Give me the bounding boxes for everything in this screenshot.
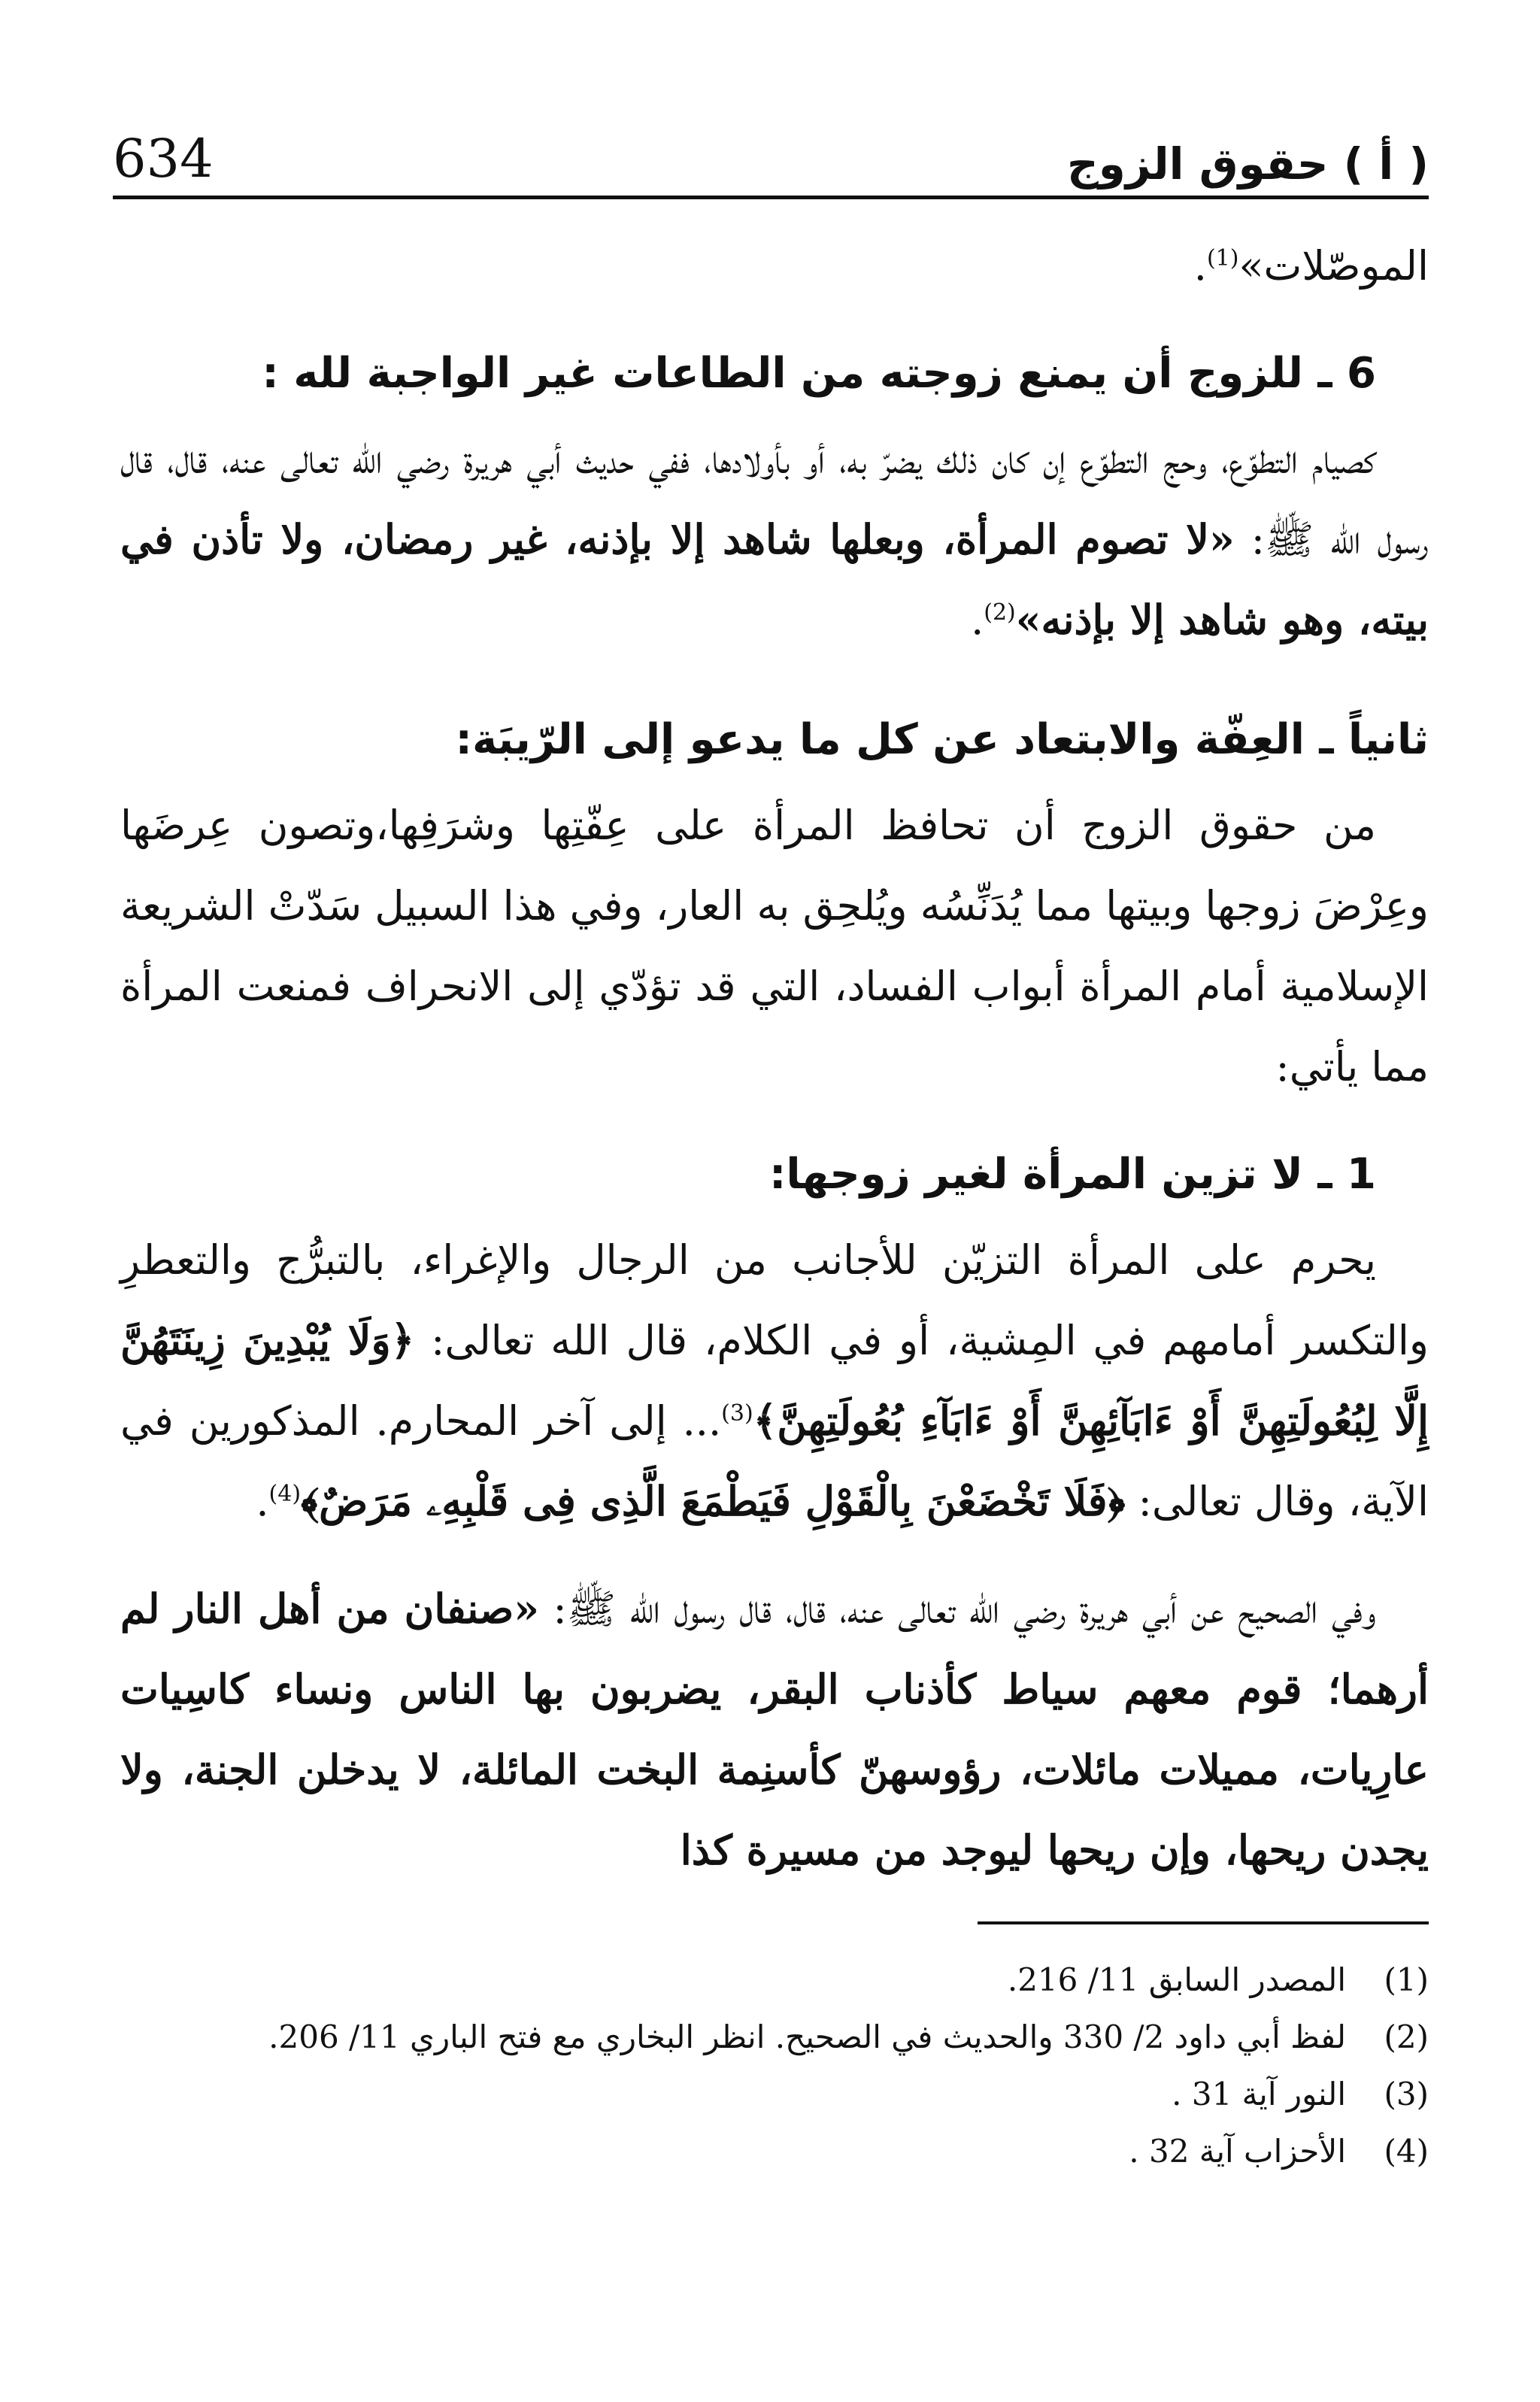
text-span: كصيام التطوّع، وحج التطوّع إن كان ذلك يضرّ به، أو بأولادها، ففي حديث أبي هريرة رضي الله تعالى عنه، قال، قال رسول الله ﷺ: bbox=[120, 435, 1429, 563]
text-span: يحرم على المرأة التزيّن للأجانب من الرجال والإغراء، بالتبرُّج والتعطرِ والتكسر أمامهم في المِشية، أو في الكلام، قال الله تعالى: bbox=[120, 1236, 1429, 1364]
text-span: وفي الصحيح عن أبي هريرة رضي الله تعالى عنه، قال، قال رسول الله ﷺ: bbox=[539, 1585, 1376, 1633]
text-span: ... إلى آخر المحارم. المذكورين في الآية، وقال تعالى: bbox=[120, 1397, 1429, 1525]
paragraph-adornment: يحرم على المرأة التزيّن للأجانب من الرجال والإغراء، بالتبرُّج والتعطرِ والتكسر أمامهم في المِشية، أو في الكلام، قال الله تعالى: ﴿وَلَا يُبْدِينَ زِينَتَهُنَّ إِلَّا لِبُعُولَتِهِنَّ أَوْ ءَابَآئِهِنَّ أَوْ ءَابَآءِ بُعُولَتِهِنَّ﴾$^{(3)}$... إلى آخر المحارم. المذكورين في الآية، وقال تعالى: ﴿فَلَا تَخْضَعْنَ بِالْقَوْلِ فَيَطْمَعَ الَّذِى فِى قَلْبِهِۦ مَرَضٌ﴾$^{(4)}$. bbox=[120, 1236, 1429, 1525]
spacer bbox=[120, 1107, 1429, 1122]
footnote-ref: (2) bbox=[984, 599, 1016, 626]
footnote bbox=[120, 2009, 1429, 2066]
footnote-text: الأحزاب آية 32 . bbox=[1129, 2133, 1346, 2170]
main-text bbox=[120, 226, 1429, 1891]
footnote bbox=[120, 1952, 1429, 2009]
running-title: ( أ ) حقوق الزوج bbox=[1066, 138, 1429, 190]
paragraph-hadith-two-types bbox=[120, 1569, 1429, 1891]
paragraph-voluntary-fasting: كصيام التطوّع، وحج التطوّع إن كان ذلك يضرّ به، أو بأولادها، ففي حديث أبي هريرة رضي الله تعالى عنه، قال، قال رسول الله ﷺ: «لا تصوم المرأة، وبعلها شاهد إلا بإذنه، غير رمضان، ولا تأذن في بيته، وهو شاهد إلا بإذنه»$^{(2)}$. bbox=[120, 435, 1429, 644]
footnote-number: (1) bbox=[1384, 1961, 1429, 1998]
footnote-number: (4) bbox=[1384, 2133, 1429, 2170]
section-heading-1: 1 ـ لا تزين المرأة لغير زوجها: bbox=[768, 1150, 1376, 1199]
running-header bbox=[113, 113, 1429, 199]
spacer bbox=[120, 306, 1429, 321]
paragraph-continuation: الموصّلات»$^{(1)}$. bbox=[1193, 242, 1429, 290]
footnote-text: النور آية 31 . bbox=[1172, 2076, 1346, 2112]
spacer bbox=[120, 1542, 1429, 1569]
footnote-separator bbox=[978, 1921, 1429, 1924]
footnote-text: لفظ أبي داود 2/ 330 والحديث في الصحيح. انظر البخاري مع فتح الباري 11/ 206. bbox=[268, 2018, 1346, 2055]
footnote-ref: (3) bbox=[721, 1400, 753, 1427]
hadith-quote: «لا تصوم المرأة، وبعلها شاهد إلا بإذنه، غير رمضان، ولا تأذن في بيته، وهو شاهد إلا بإذنه» bbox=[120, 515, 1429, 644]
footnote-text: المصدر السابق 11/ 216. bbox=[1007, 1961, 1346, 1998]
footnote-number: (2) bbox=[1384, 2018, 1429, 2055]
section-heading-second: ثانياً ـ العِفّة والابتعاد عن كل ما يدعو إلى الرّيبَة: bbox=[455, 715, 1429, 764]
paragraph-chastity: من حقوق الزوج أن تحافظ المرأة على عِفّتِها وشرَفِها،وتصون عِرضَها وعِرْضَ زوجها وبيتها مما يُدَنِّسُه ويُلحِق به العار، وفي هذا السبيل سَدّتْ الشريعة الإسلامية أمام المرأة أبواب الفساد، التي قد تؤدّي إلى الانحراف فمنعت المرأة مما يأتي: bbox=[120, 802, 1429, 1090]
footnotes bbox=[120, 1952, 1429, 2180]
footnote bbox=[120, 2066, 1429, 2123]
footnote-ref: (4) bbox=[268, 1481, 302, 1507]
hadith-quote: «صنفان من أهل النار لم أرهما؛ قوم معهم سياط كأذناب البقر، يضربون بها الناس ونساء كاسِيات عارِيات، مميلات مائلات، رؤوسهنّ كأسنِمة البخت المائلة، لا يدخلن الجنة، ولا يجدن ريحها، وإن ريحها ليوجد من مسيرة كذا bbox=[120, 1585, 1429, 1874]
footnote-number: (3) bbox=[1384, 2076, 1429, 2112]
text-span: الموصّلات» bbox=[1238, 242, 1429, 290]
section-heading-6: 6 ـ للزوج أن يمنع زوجته من الطاعات غير الواجبة لله : bbox=[262, 349, 1376, 398]
spacer bbox=[120, 660, 1429, 687]
page-number: 634 bbox=[113, 128, 214, 190]
quran-verse: ﴿وَلَا يُبْدِينَ زِينَتَهُنَّ إِلَّا لِبُعُولَتِهِنَّ أَوْ ءَابَآئِهِنَّ أَوْ ءَابَآءِ بُعُولَتِهِنَّ﴾ bbox=[120, 1316, 1429, 1445]
quran-verse: ﴿فَلَا تَخْضَعْنَ بِالْقَوْلِ فَيَطْمَعَ الَّذِى فِى قَلْبِهِۦ مَرَضٌ﴾ bbox=[301, 1477, 1126, 1525]
footnote bbox=[120, 2123, 1429, 2180]
footnote-ref: (1) bbox=[1206, 245, 1239, 271]
